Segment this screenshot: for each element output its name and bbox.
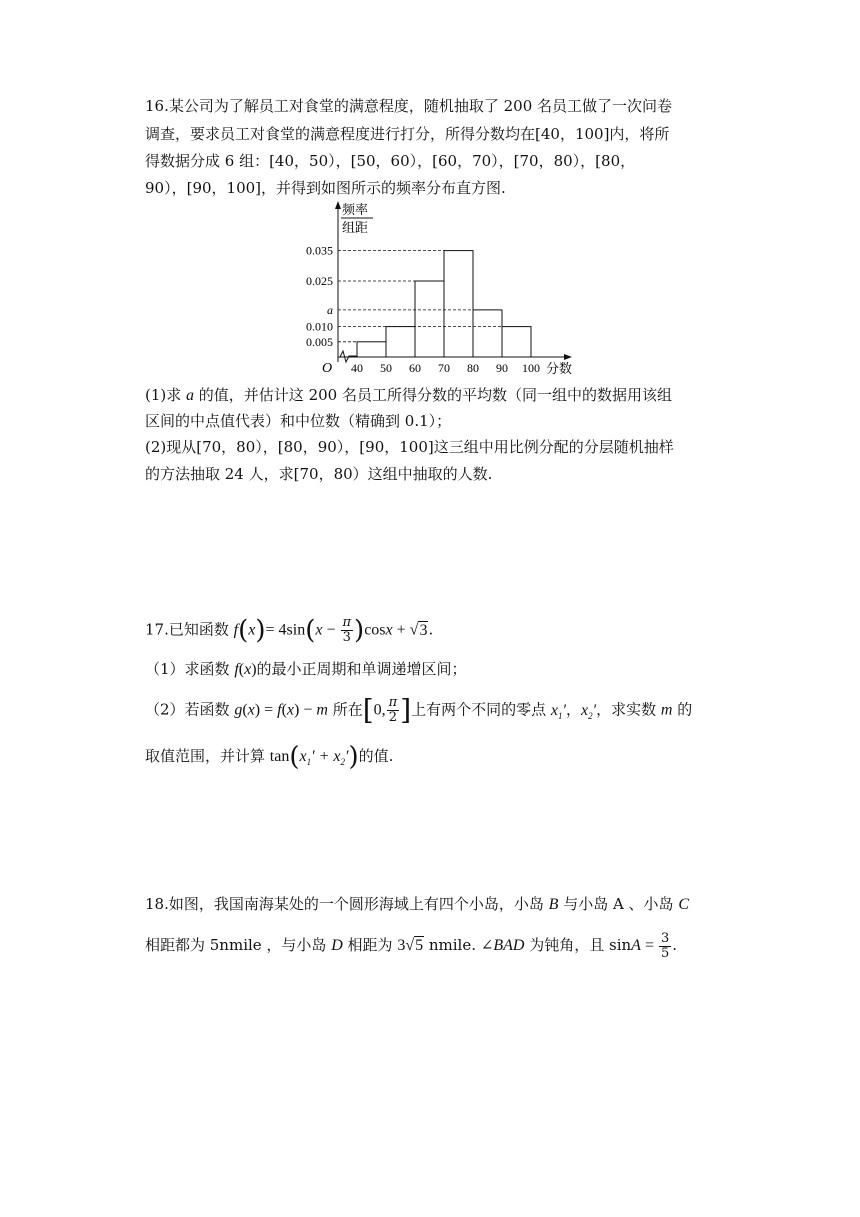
- q18-coef: 3: [397, 937, 406, 954]
- q18-BAD: BAD: [493, 937, 525, 954]
- histogram-bar-0: [357, 342, 386, 357]
- q16-part1-text-b: 的值，并估计这 200 名员工所得分数的平均数（同一组中的数据用该组: [194, 386, 672, 404]
- q17-sqrt-sign: √: [409, 621, 419, 639]
- q16-text-line-2: 调查，要求员工对食堂的满意程度进行打分，所得分数均在[40，100]内，将所: [145, 125, 670, 143]
- histogram-bar-5: [502, 327, 531, 357]
- q17-end: .: [428, 620, 434, 639]
- bracket-open: [: [362, 693, 374, 727]
- q17-part2-zero: 0,: [373, 701, 386, 719]
- y-tick-label-2: a: [327, 302, 333, 317]
- q18-B: B: [548, 896, 559, 913]
- q18-line1-b: 与小岛 A 、小岛: [558, 895, 679, 913]
- histogram-bar-1: [386, 327, 415, 357]
- q17-line4-tan: tan: [269, 748, 290, 765]
- q17-frac-num: π: [342, 615, 352, 630]
- x-tick-label-4: 80: [467, 361, 479, 375]
- q17-part2-after: 上有两个不同的零点: [411, 700, 551, 719]
- q18-line1-a: 18.如图，我国南海某处的一个圆形海域上有四个小岛，小岛: [145, 895, 549, 913]
- q17-part2-de: 的: [672, 700, 693, 719]
- q17-eq: = 4sin: [265, 621, 306, 639]
- chart-x-axis-arrow: [564, 354, 572, 360]
- y-tick-label-4: 0.005: [306, 334, 333, 349]
- q18-line2-a: 相距都为 5nmile ，与小岛: [145, 936, 332, 954]
- q17-part2-sep: ，: [566, 700, 582, 719]
- q18-frac-num: 3: [660, 930, 670, 946]
- q18-line2-c: nmile. ∠: [424, 936, 494, 954]
- x-tick-label-6: 100: [522, 361, 540, 375]
- q16-part1-line-2: 区间的中点值代表）和中位数（精确到 0.1）；: [145, 412, 452, 430]
- q16-text-line-1: 16.某公司为了解员工对食堂的满意程度，随机抽取了 200 名员工做了一次问卷: [145, 97, 673, 115]
- q17-part2-g: g(x) = f(x) − m: [234, 701, 328, 719]
- q17-frac2-den: 2: [388, 710, 398, 725]
- q18-end: .: [672, 936, 678, 954]
- q17-line-1: [145, 615, 434, 646]
- q17-plus: +: [392, 621, 410, 639]
- paren-open: (: [238, 615, 249, 646]
- q17-part1-prefix: （1）求函数: [145, 660, 235, 678]
- q18-D: D: [331, 937, 343, 954]
- q18-line-2: [145, 930, 677, 960]
- chart-xlabel: 分数: [546, 361, 573, 376]
- q17-cos: cos: [364, 621, 386, 639]
- q17-sqrt: [418, 618, 428, 644]
- paren-open-3: (: [289, 742, 300, 772]
- paren-close-2: ): [354, 615, 365, 646]
- x-tick-label-3: 70: [438, 361, 450, 375]
- paren-close-3: ): [348, 742, 359, 772]
- paren-open-2: (: [305, 615, 316, 646]
- y-tick-label-1: 0.025: [306, 274, 333, 288]
- q17-part1-suffix: 的最小正周期和单调递增区间；: [256, 660, 467, 678]
- frequency-histogram: [290, 196, 590, 376]
- q17-frac2-num: π: [388, 695, 398, 710]
- histogram-bar-3: [444, 251, 473, 357]
- q18-line-1: [145, 894, 689, 915]
- y-tick-label-0: 0.035: [306, 243, 333, 258]
- q16-text-line-4: 90），[90，100]，并得到如图所示的频率分布直方图.: [145, 179, 506, 197]
- q17-var-x: x: [248, 621, 256, 639]
- q16-part1-var-a: a: [186, 387, 195, 404]
- q17-var-x-3: x: [385, 621, 393, 639]
- q17-part2: [145, 693, 693, 727]
- q17-part2-mid: 所在: [327, 700, 363, 719]
- q16-part1-line-1: [145, 385, 672, 406]
- x-tick-label-2: 60: [409, 361, 421, 375]
- q16-part2-line-2: 的方法抽取 24 人，求[70，80）这组中抽取的人数.: [145, 465, 493, 483]
- q17-line4-suffix: 的值.: [358, 747, 394, 765]
- q17-part1-f: f: [234, 661, 239, 678]
- q18-line2-d: 为钝角，且 sin: [524, 936, 632, 954]
- q18-sqrt-sign: √: [405, 937, 415, 954]
- q18-frac-den: 5: [660, 945, 670, 961]
- x-tick-label-0: 40: [351, 361, 363, 375]
- q17-minus: −: [322, 621, 340, 639]
- q17-line-4: [145, 742, 394, 772]
- q17-func-f: f: [233, 621, 239, 639]
- q18-eq: =: [640, 937, 658, 954]
- histogram-bar-4: [473, 310, 502, 357]
- x-tick-label-1: 50: [380, 361, 392, 375]
- q17-zero-1: $x_1'$: [550, 701, 567, 721]
- chart-y-axis-arrow: [335, 201, 341, 209]
- q17-frac-den: 3: [342, 630, 351, 645]
- chart-ylabel-top: 频率: [342, 202, 369, 217]
- chart-origin-label: O: [322, 361, 333, 376]
- q17-line4-sum: $x_1' + x_2'$: [299, 748, 349, 768]
- paren-close: ): [255, 615, 266, 646]
- q16-part1-text-a: (1)求: [145, 386, 187, 404]
- bracket-close: ]: [400, 693, 412, 727]
- q17-part1: [145, 659, 467, 680]
- q17-zero-2: $x_2'$: [581, 701, 597, 721]
- q18-line2-b: 相距为: [342, 936, 398, 954]
- q18-fraction-3-5: [659, 932, 671, 961]
- q18-A: A: [631, 937, 641, 954]
- q17-prefix: 17.已知函数: [145, 620, 234, 639]
- q18-sqrt-value: 5: [415, 937, 424, 954]
- q17-part2-prefix: （2）若函数: [145, 700, 235, 719]
- q17-part2-m: m: [660, 701, 673, 719]
- q17-fraction-pi-3: [341, 616, 354, 645]
- q17-line4-prefix: 取值范围，并计算: [145, 747, 270, 765]
- q17-sqrt-value: 3: [419, 621, 428, 639]
- q17-fraction-pi-2: [387, 696, 400, 725]
- q18-C: C: [678, 896, 689, 913]
- q17-var-x-2: x: [315, 621, 323, 639]
- chart-ylabel-bottom: 组距: [342, 220, 369, 235]
- q17-part2-end: ，求实数: [596, 700, 661, 719]
- y-tick-label-3: 0.010: [306, 319, 333, 334]
- q16-text-line-3: 得数据分成 6 组：[40，50），[50，60），[60，70），[70，80），[80，: [145, 152, 636, 170]
- q18-sqrt: [414, 931, 424, 961]
- x-tick-label-5: 90: [496, 361, 508, 375]
- histogram-bar-2: [415, 281, 444, 357]
- q17-part1-paren: (x): [238, 661, 257, 678]
- q16-part2-line-1: (2)现从[70，80），[80，90），[90，100]这三组中用比例分配的分层随机抽样: [145, 438, 674, 456]
